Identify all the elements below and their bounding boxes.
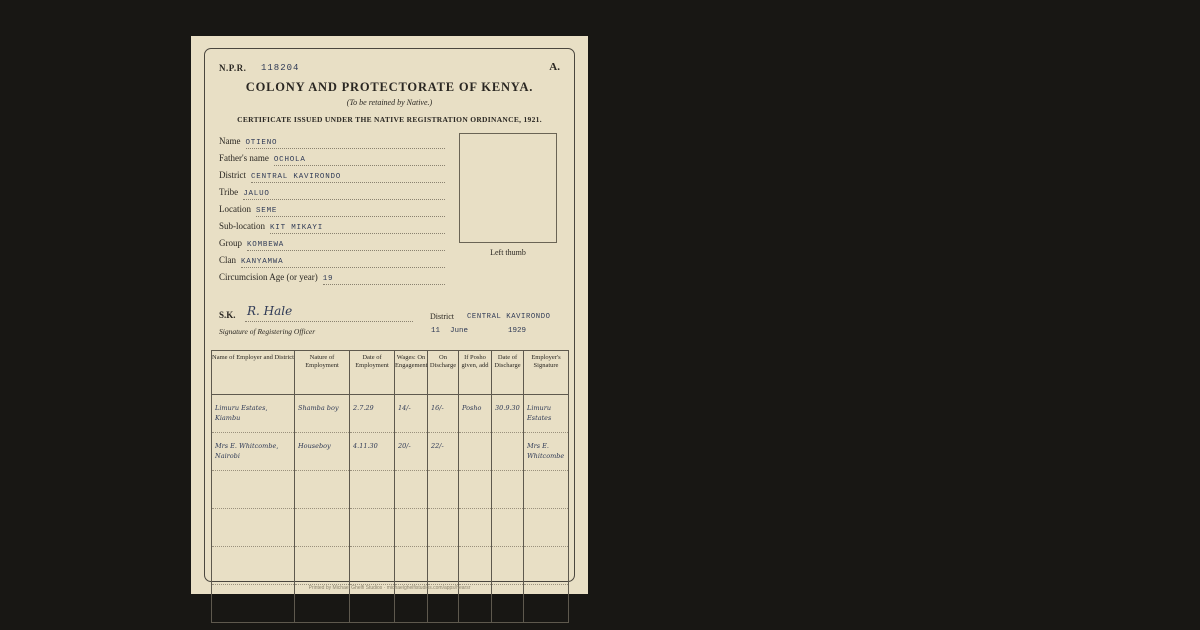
field-name [219, 136, 445, 150]
nature-cell: Shamba boy [298, 404, 339, 412]
field-location [219, 204, 445, 218]
date-discharge-cell: 30.9.30 [495, 404, 520, 412]
employment-record-table [211, 350, 569, 623]
wages-engagement-cell: 20/- [398, 442, 411, 450]
field-label: Circumcision Age (or year) [219, 272, 318, 282]
table-row [212, 547, 569, 585]
field-group [219, 238, 445, 252]
column-header: Name of Employer and District [212, 351, 295, 395]
form-letter: A. [549, 61, 560, 73]
field-district [219, 170, 445, 184]
registration-date-day: 11 [431, 327, 441, 335]
wages-discharge-cell: 22/- [431, 442, 444, 450]
certificate-heading: CERTIFICATE ISSUED UNDER THE NATIVE REGISTRATION ORDINANCE, 1921. [237, 115, 542, 124]
field-label: District [219, 170, 246, 180]
field-value: OCHOLA [274, 156, 445, 166]
field-value: KIT MIKAYI [270, 224, 445, 234]
field-circumcision-age [219, 272, 445, 286]
sk-label: S.K. [219, 310, 236, 320]
employer-cell: Mrs E. Whitcombe, Nairobi [215, 442, 279, 460]
signature-caption: Signature of Registering Officer [219, 327, 316, 336]
field-value: CENTRAL KAVIRONDO [251, 173, 445, 183]
field-value: OTIENO [246, 139, 446, 149]
document-title: COLONY AND PROTECTORATE OF KENYA. [245, 80, 534, 94]
column-header: On Discharge [428, 351, 459, 395]
registration-date-year: 1929 [508, 327, 527, 335]
date-employment-cell: 2.7.29 [353, 404, 374, 412]
date-discharge-cell [492, 433, 523, 441]
employer-signature-cell: Mrs E. Whitcombe [527, 442, 565, 460]
nature-cell: Houseboy [298, 442, 331, 450]
employer-signature-cell: Limuru Estates [527, 404, 552, 422]
column-header: Date of Discharge [492, 351, 524, 395]
document-subtitle: (To be retained by Native.) [346, 98, 433, 107]
column-header: Nature of Employment [295, 351, 350, 395]
field-value: SEME [256, 207, 445, 217]
posho-cell [459, 433, 491, 441]
date-employment-cell: 4.11.30 [353, 442, 378, 450]
field-label: Location [219, 204, 251, 214]
field-fathers-name [219, 153, 445, 167]
printer-credit: Printed by Michael Ghelfi Studios · michaelghelfistudios.com/apps/hearsr [308, 585, 471, 591]
officer-signature: R. Hale [245, 304, 413, 322]
registration-district-value: CENTRAL KAVIRONDO [467, 313, 551, 321]
npr-label: N.P.R. [219, 63, 247, 73]
field-label: Sub-location [219, 221, 265, 231]
wages-engagement-cell: 14/- [398, 404, 411, 412]
field-label: Name [219, 136, 241, 146]
column-header: Wages: On Engagement [395, 351, 428, 395]
column-header: Date of Employment [350, 351, 395, 395]
field-label: Father's name [219, 153, 269, 163]
field-clan [219, 255, 445, 269]
employer-cell: Limuru Estates, Kiambu [215, 404, 268, 422]
field-tribe [219, 187, 445, 201]
field-label: Clan [219, 255, 236, 265]
field-value: KANYAMWA [241, 258, 445, 268]
table-row [212, 395, 569, 433]
table-row [212, 433, 569, 471]
posho-cell: Posho [462, 404, 482, 412]
field-value: KOMBEWA [247, 241, 445, 251]
field-label: Group [219, 238, 242, 248]
table-header-row [212, 351, 569, 395]
registration-district-label: District [430, 312, 454, 321]
wages-discharge-cell: 16/- [431, 404, 444, 412]
field-value: JALUO [243, 190, 445, 200]
thumbprint-box [459, 133, 557, 243]
table-row [212, 509, 569, 547]
field-value: 19 [323, 275, 445, 285]
field-label: Tribe [219, 187, 239, 197]
column-header: Employer's Signature [524, 351, 569, 395]
table-row [212, 471, 569, 509]
registration-certificate [191, 36, 588, 594]
thumbprint-label: Left thumb [490, 248, 526, 257]
column-header: If Posho given, add [459, 351, 492, 395]
field-sub-location [219, 221, 445, 235]
npr-number: 118204 [261, 63, 300, 73]
registration-date-month: June [450, 327, 469, 335]
